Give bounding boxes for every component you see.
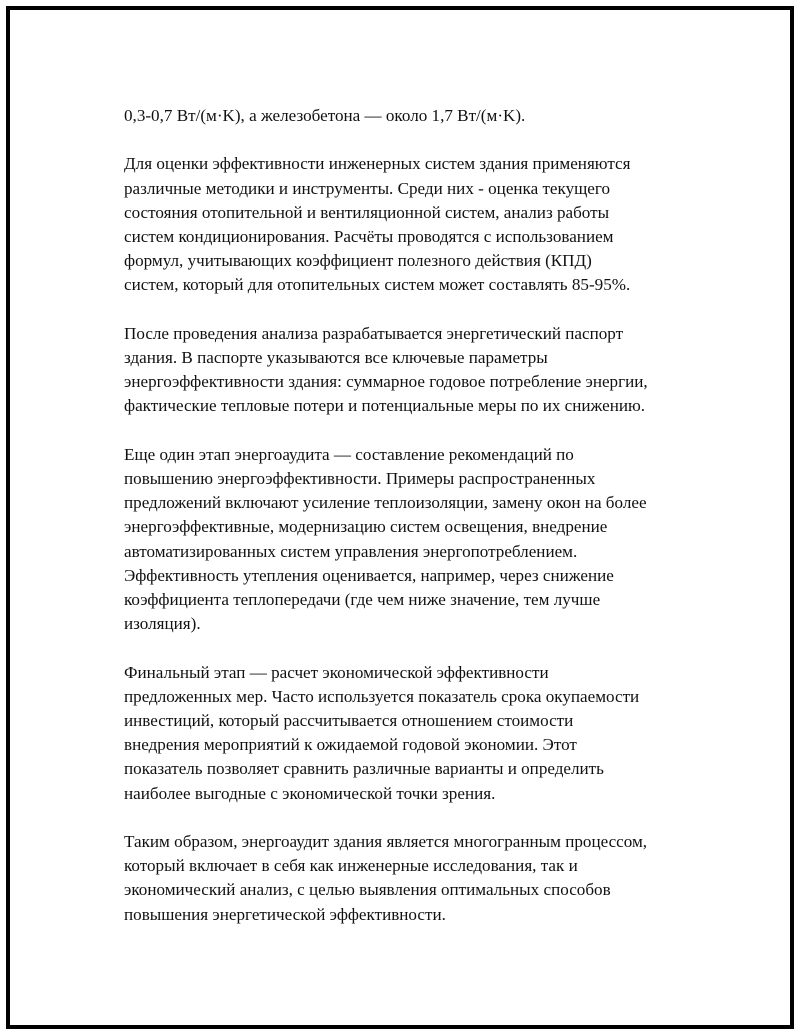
paragraph-recommendations: Еще один этап энергоаудита — составление рекомендаций по повышению энергоэффективности. Примеры распространенных предложений включают усиление теплоизоляции, замену окон на более энергоэффективные, модернизацию систем освещения, внедрение автоматизированных систем управления энергопотреблением. Эффективность утепления оценивается, например, через снижение коэффициента теплопередачи (где чем ниже значение, тем лучше изоляция). bbox=[124, 444, 647, 634]
page-border bbox=[6, 6, 794, 1029]
paragraph-conclusion: Таким образом, энергоаудит здания является многогранным процессом, который включает в себя как инженерные исследования, так и экономический анализ, с целью выявления оптимальных способов повышения энергетической эффективности. bbox=[124, 832, 648, 924]
paragraph-economic-efficiency: Финальный этап — расчет экономической эффективности предложенных мер. Часто используется показатель срока окупаемости инвестиций, который рассчитывается отношением стоимости внедрения мероприятий к ожидаемой годовой экономии. Этот показатель позволяет сравнить различные варианты и определить наиболее выгодные с экономической точки зрения. bbox=[124, 662, 640, 803]
document-body bbox=[124, 104, 724, 951]
paragraph-energy-passport: После проведения анализа разрабатывается энергетический паспорт здания. В паспорте указываются все ключевые параметры энергоэффективности здания: суммарное годовое потребление энергии, фактические тепловые потери и потенциальные меры по их снижению. bbox=[124, 323, 648, 416]
paragraph-thermal-conductivity: 0,3-0,7 Вт/(м·K), а железобетона — около 1,7 Вт/(м·K). bbox=[124, 106, 526, 125]
paragraph-engineering-systems: Для оценки эффективности инженерных систем здания применяются различные методики и инструменты. Среди них - оценка текущего состояния отопительной и вентиляционной систем, анализ работы систем кондиционирования. Расчёты проводятся с использованием формул, учитывающих коэффициент полезного действия (КПД) систем, который для отопительных систем может составлять 85-95%. bbox=[124, 154, 631, 295]
